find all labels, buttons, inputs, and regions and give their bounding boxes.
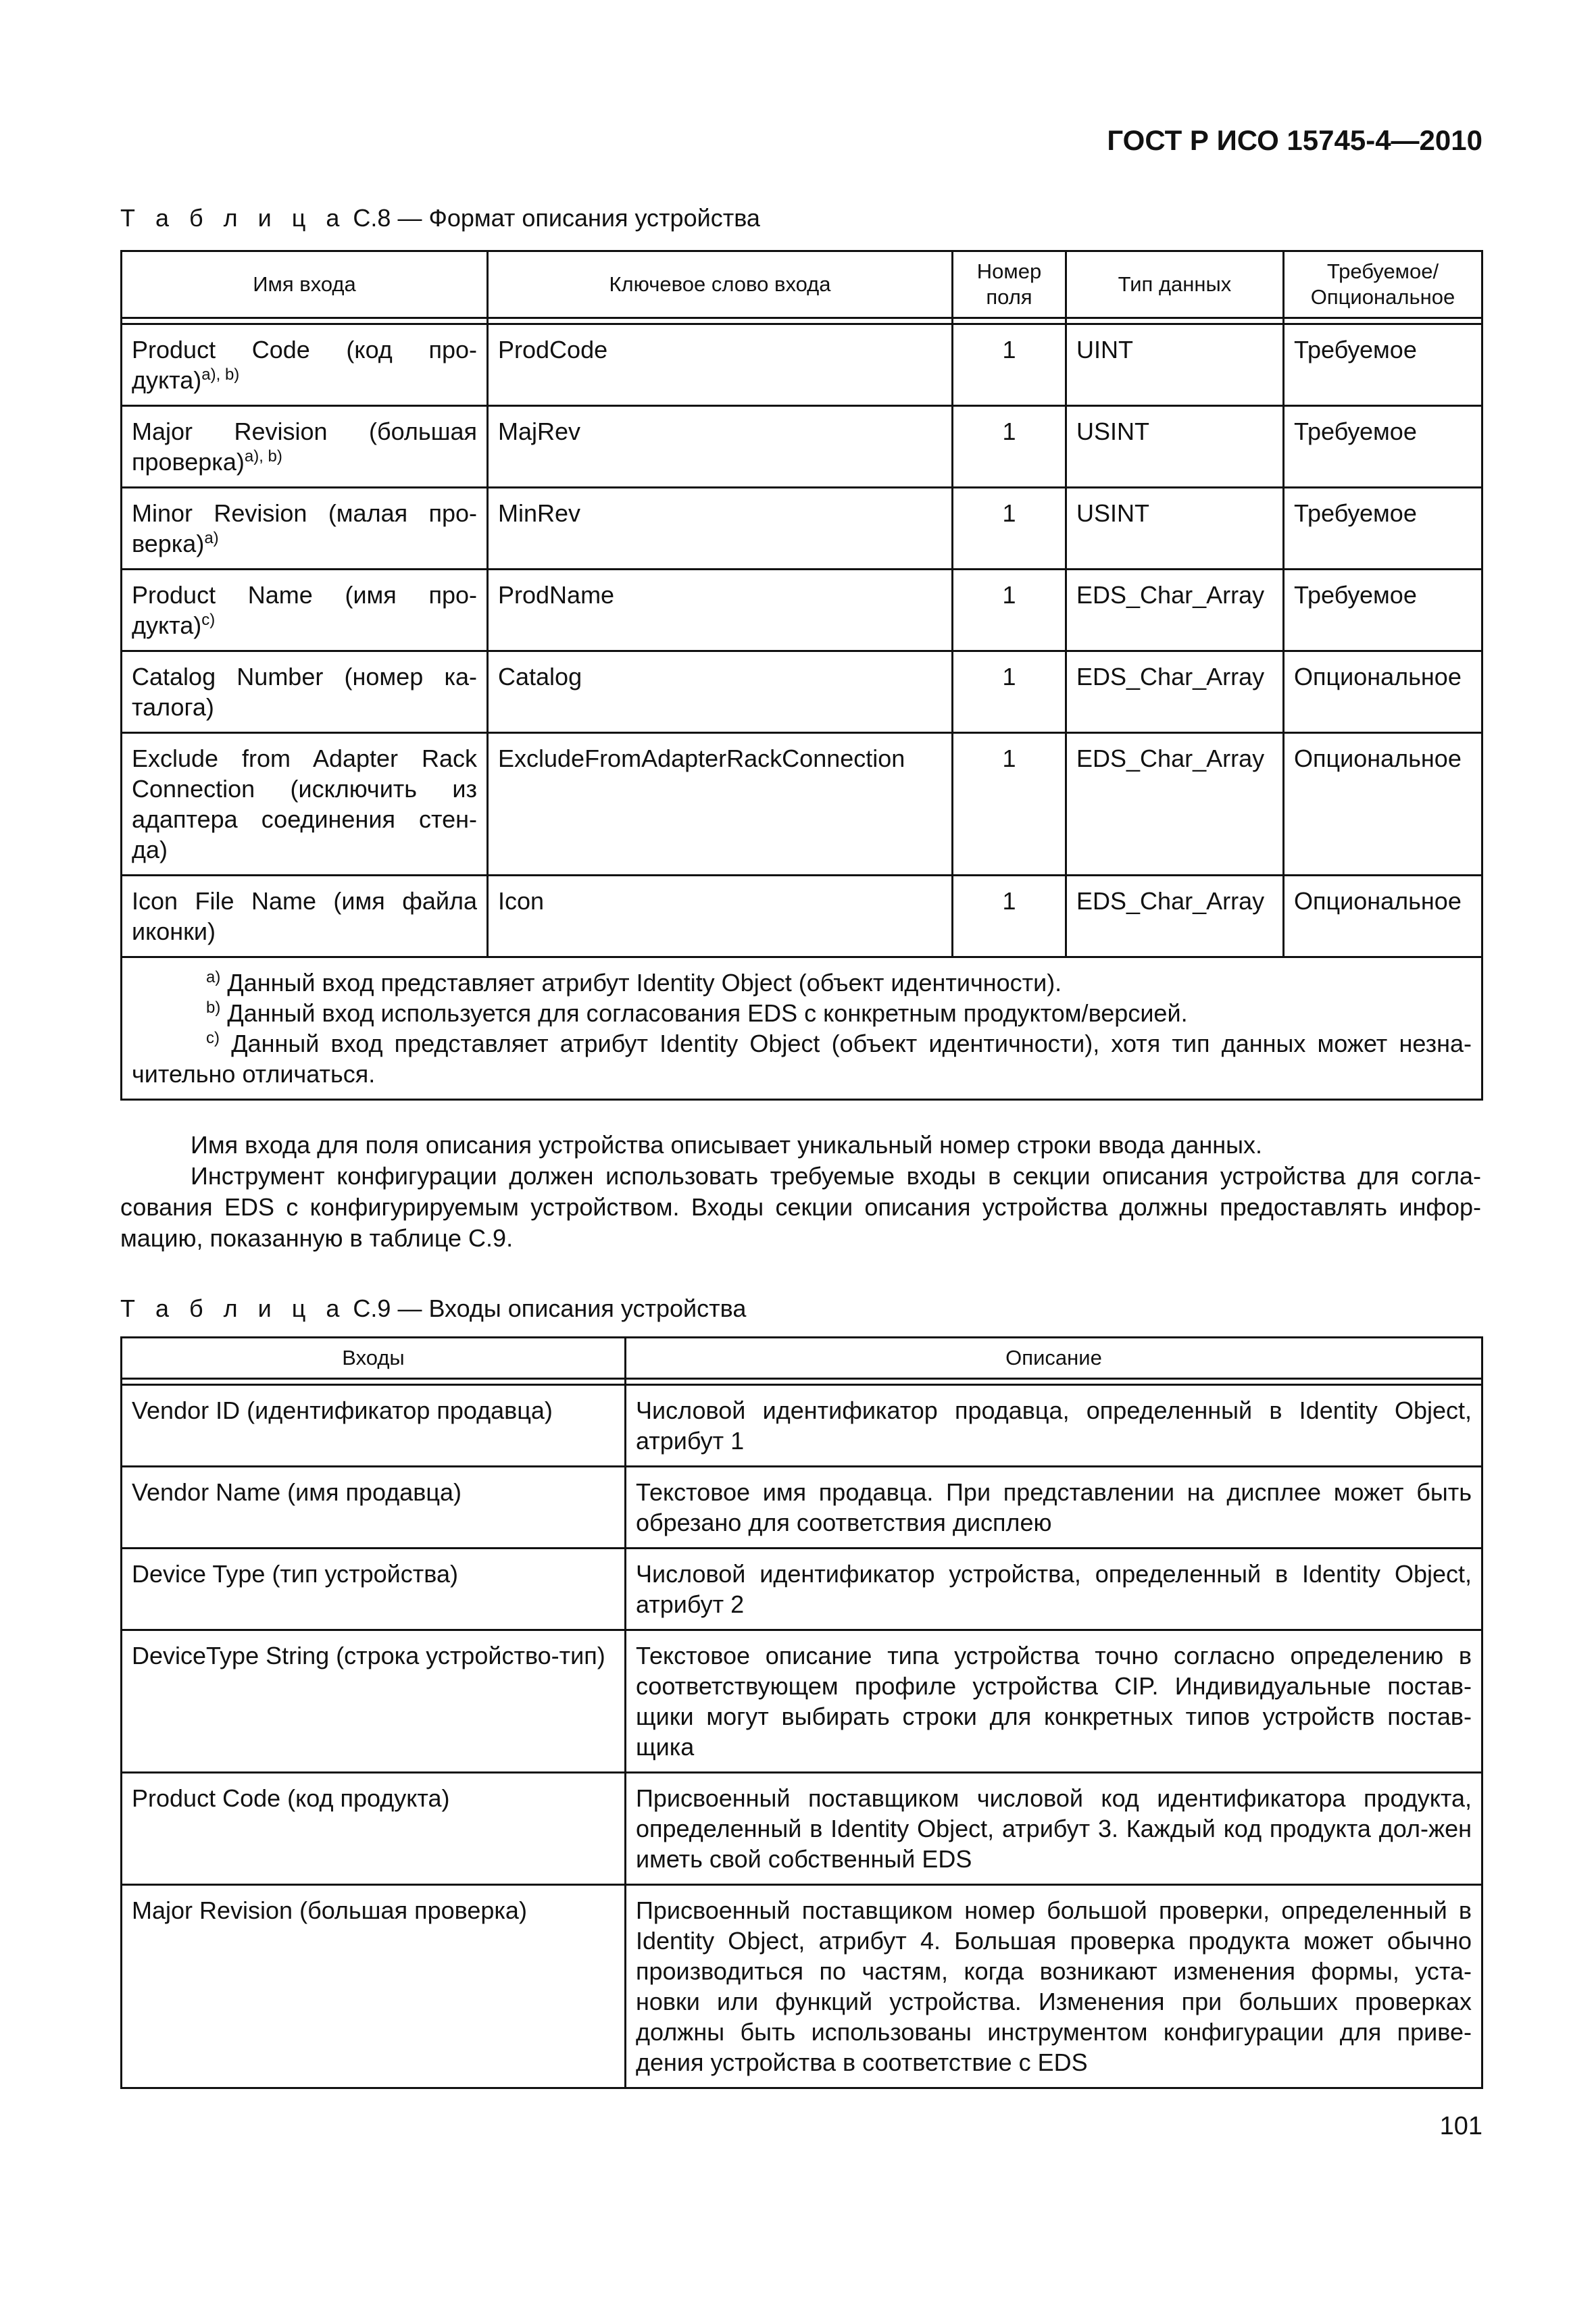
required-cell: Требуемое bbox=[1284, 488, 1482, 570]
entry-name-text: Major Revision (большая проверка) bbox=[132, 418, 477, 476]
data-type-cell: EDS_Char_Array bbox=[1066, 876, 1284, 957]
entry-name-text: Icon File Name (имя файла иконки) bbox=[132, 887, 477, 945]
separator-cell bbox=[1066, 318, 1284, 324]
keyword-cell: ProdCode bbox=[488, 324, 953, 406]
caption-prefix: Т а б л и ц а bbox=[120, 204, 347, 232]
caption-prefix: Т а б л и ц а bbox=[120, 1294, 347, 1322]
table-notes-row bbox=[122, 957, 1482, 1100]
keyword-cell: Catalog bbox=[488, 651, 953, 733]
keyword-cell: Icon bbox=[488, 876, 953, 957]
table-row bbox=[122, 1467, 1482, 1549]
table-row bbox=[122, 1773, 1482, 1885]
entry-cell: Vendor ID (идентификатор продавца) bbox=[122, 1385, 626, 1467]
separator-cell bbox=[626, 1379, 1482, 1385]
description-cell: Числовой идентификатор устройства, определенный в Identity Object, атрибут 2 bbox=[626, 1549, 1482, 1630]
table-row bbox=[122, 570, 1482, 651]
entry-name-text: Catalog Number (номер ка-талога) bbox=[132, 663, 477, 721]
device-description-entries-table bbox=[120, 1336, 1483, 2089]
entry-name-cell bbox=[122, 406, 488, 488]
header-separator bbox=[122, 1379, 1482, 1385]
footnote-ref: c) bbox=[201, 611, 216, 629]
header-required-optional: Требуемое/ Опциональное bbox=[1284, 251, 1482, 318]
entry-name-cell bbox=[122, 488, 488, 570]
data-type-cell: EDS_Char_Array bbox=[1066, 651, 1284, 733]
table-header-row bbox=[122, 1338, 1482, 1379]
header-keyword: Ключевое слово входа bbox=[488, 251, 953, 318]
body-paragraphs bbox=[120, 1130, 1481, 1254]
entry-name-text: Exclude from Adapter Rack Connection (исключить из адаптера соединения стен-да) bbox=[132, 745, 477, 863]
separator-cell bbox=[1284, 318, 1482, 324]
table-row bbox=[122, 651, 1482, 733]
required-cell: Требуемое bbox=[1284, 570, 1482, 651]
page-number: 101 bbox=[1439, 2112, 1482, 2140]
field-number-cell: 1 bbox=[953, 733, 1066, 876]
separator-cell bbox=[122, 318, 488, 324]
field-number-cell: 1 bbox=[953, 406, 1066, 488]
table-row bbox=[122, 733, 1482, 876]
footnote-ref: a), b) bbox=[201, 366, 240, 384]
document-standard-header: ГОСТ Р ИСО 15745-4—2010 bbox=[1107, 124, 1482, 156]
header-data-type: Тип данных bbox=[1066, 251, 1284, 318]
field-number-cell: 1 bbox=[953, 876, 1066, 957]
header-description: Описание bbox=[626, 1338, 1482, 1379]
description-cell: Числовой идентификатор продавца, определенный в Identity Object, атрибут 1 bbox=[626, 1385, 1482, 1467]
field-number-cell: 1 bbox=[953, 570, 1066, 651]
caption-title: C.9 — Входы описания устройства bbox=[353, 1294, 747, 1322]
footnote-mark: a) bbox=[206, 968, 221, 986]
entry-name-text: Product Name (имя про-дукта) bbox=[132, 581, 477, 639]
footnote-mark: b) bbox=[206, 999, 221, 1017]
footnote-text: Данный вход используется для согласования EDS с конкретным продуктом/версией. bbox=[227, 999, 1188, 1027]
data-type-cell: USINT bbox=[1066, 406, 1284, 488]
table-row bbox=[122, 1549, 1482, 1630]
required-cell: Требуемое bbox=[1284, 324, 1482, 406]
footnote-mark: c) bbox=[206, 1029, 220, 1047]
entry-cell: Vendor Name (имя продавца) bbox=[122, 1467, 626, 1549]
required-cell: Опциональное bbox=[1284, 876, 1482, 957]
footnote-ref: a), b) bbox=[244, 447, 282, 466]
entry-name-text: Product Code (код про-дукта) bbox=[132, 336, 477, 394]
table-row bbox=[122, 1885, 1482, 2088]
keyword-cell: ExcludeFromAdapterRackConnection bbox=[488, 733, 953, 876]
entry-cell: Device Type (тип устройства) bbox=[122, 1549, 626, 1630]
paragraph: Имя входа для поля описания устройства описывает уникальный номер строки ввода данных. bbox=[191, 1131, 1263, 1159]
description-cell: Текстовое описание типа устройства точно согласно определению в соответствующем профиле устройства CIP. Индивидуальные постав-щики могут выбирать строки для конкретных типов устройств постав-щика bbox=[626, 1630, 1482, 1773]
keyword-cell: MinRev bbox=[488, 488, 953, 570]
table-row bbox=[122, 1630, 1482, 1773]
entry-name-cell bbox=[122, 324, 488, 406]
table-row bbox=[122, 876, 1482, 957]
field-number-cell: 1 bbox=[953, 651, 1066, 733]
data-type-cell: USINT bbox=[1066, 488, 1284, 570]
entry-cell: Major Revision (большая проверка) bbox=[122, 1885, 626, 2088]
footnote bbox=[132, 998, 1472, 1028]
paragraph: Инструмент конфигурации должен использовать требуемые входы в секции описания устройства для согла-сования EDS с конфигурируемым устройством. Входы секции описания устройства должны предоставлять инфор-мацию, показанную в таблице С.9. bbox=[120, 1162, 1481, 1252]
entry-name-cell bbox=[122, 876, 488, 957]
entry-name-cell bbox=[122, 651, 488, 733]
description-cell: Присвоенный поставщиком числовой код идентификатора продукта, определенный в Identity Object, атрибут 3. Каждый код продукта дол-жен иметь свой собственный EDS bbox=[626, 1773, 1482, 1885]
header-entry-name: Имя входа bbox=[122, 251, 488, 318]
header-entries: Входы bbox=[122, 1338, 626, 1379]
data-type-cell: UINT bbox=[1066, 324, 1284, 406]
separator-cell bbox=[122, 1379, 626, 1385]
entry-name-cell bbox=[122, 733, 488, 876]
table-c9-caption bbox=[120, 1294, 746, 1323]
keyword-cell: ProdName bbox=[488, 570, 953, 651]
field-number-cell: 1 bbox=[953, 324, 1066, 406]
entry-cell: Product Code (код продукта) bbox=[122, 1773, 626, 1885]
data-type-cell: EDS_Char_Array bbox=[1066, 733, 1284, 876]
field-number-cell: 1 bbox=[953, 488, 1066, 570]
separator-cell bbox=[953, 318, 1066, 324]
header-field-number: Номер поля bbox=[953, 251, 1066, 318]
description-cell: Присвоенный поставщиком номер большой проверки, определенный в Identity Object, атрибут 4. Большая проверка продукта может обычно производиться по частям, когда возникают изменения формы, уста-новки или функций устройства. Изменения при больших проверках должны быть использованы инструментом конфигурации для приве-дения устройства в соответствие с EDS bbox=[626, 1885, 1482, 2088]
required-cell: Требуемое bbox=[1284, 406, 1482, 488]
entry-name-cell bbox=[122, 570, 488, 651]
required-cell: Опциональное bbox=[1284, 651, 1482, 733]
separator-cell bbox=[488, 318, 953, 324]
keyword-cell: MajRev bbox=[488, 406, 953, 488]
entry-name-text: Minor Revision (малая про-верка) bbox=[132, 499, 477, 557]
table-row bbox=[122, 488, 1482, 570]
table-notes-cell bbox=[122, 957, 1482, 1100]
footnote-text: Данный вход представляет атрибут Identity Object (объект идентичности). bbox=[227, 969, 1062, 997]
footnote-ref: a) bbox=[204, 529, 219, 547]
required-cell: Опциональное bbox=[1284, 733, 1482, 876]
caption-title: C.8 — Формат описания устройства bbox=[353, 204, 760, 232]
footnote bbox=[132, 967, 1472, 998]
table-c8-caption bbox=[120, 204, 760, 232]
footnote-text: Данный вход представляет атрибут Identity Object (объект идентичности), хотя тип данных может незна-чительно отличаться. bbox=[132, 1030, 1472, 1088]
table-row bbox=[122, 406, 1482, 488]
footnote bbox=[132, 1028, 1472, 1089]
header-separator bbox=[122, 318, 1482, 324]
entry-cell: DeviceType String (строка устройство-тип) bbox=[122, 1630, 626, 1773]
table-row bbox=[122, 1385, 1482, 1467]
data-type-cell: EDS_Char_Array bbox=[1066, 570, 1284, 651]
description-cell: Текстовое имя продавца. При представлении на дисплее может быть обрезано для соответствия дисплею bbox=[626, 1467, 1482, 1549]
table-header-row bbox=[122, 251, 1482, 318]
table-row bbox=[122, 324, 1482, 406]
device-description-format-table bbox=[120, 250, 1483, 1101]
